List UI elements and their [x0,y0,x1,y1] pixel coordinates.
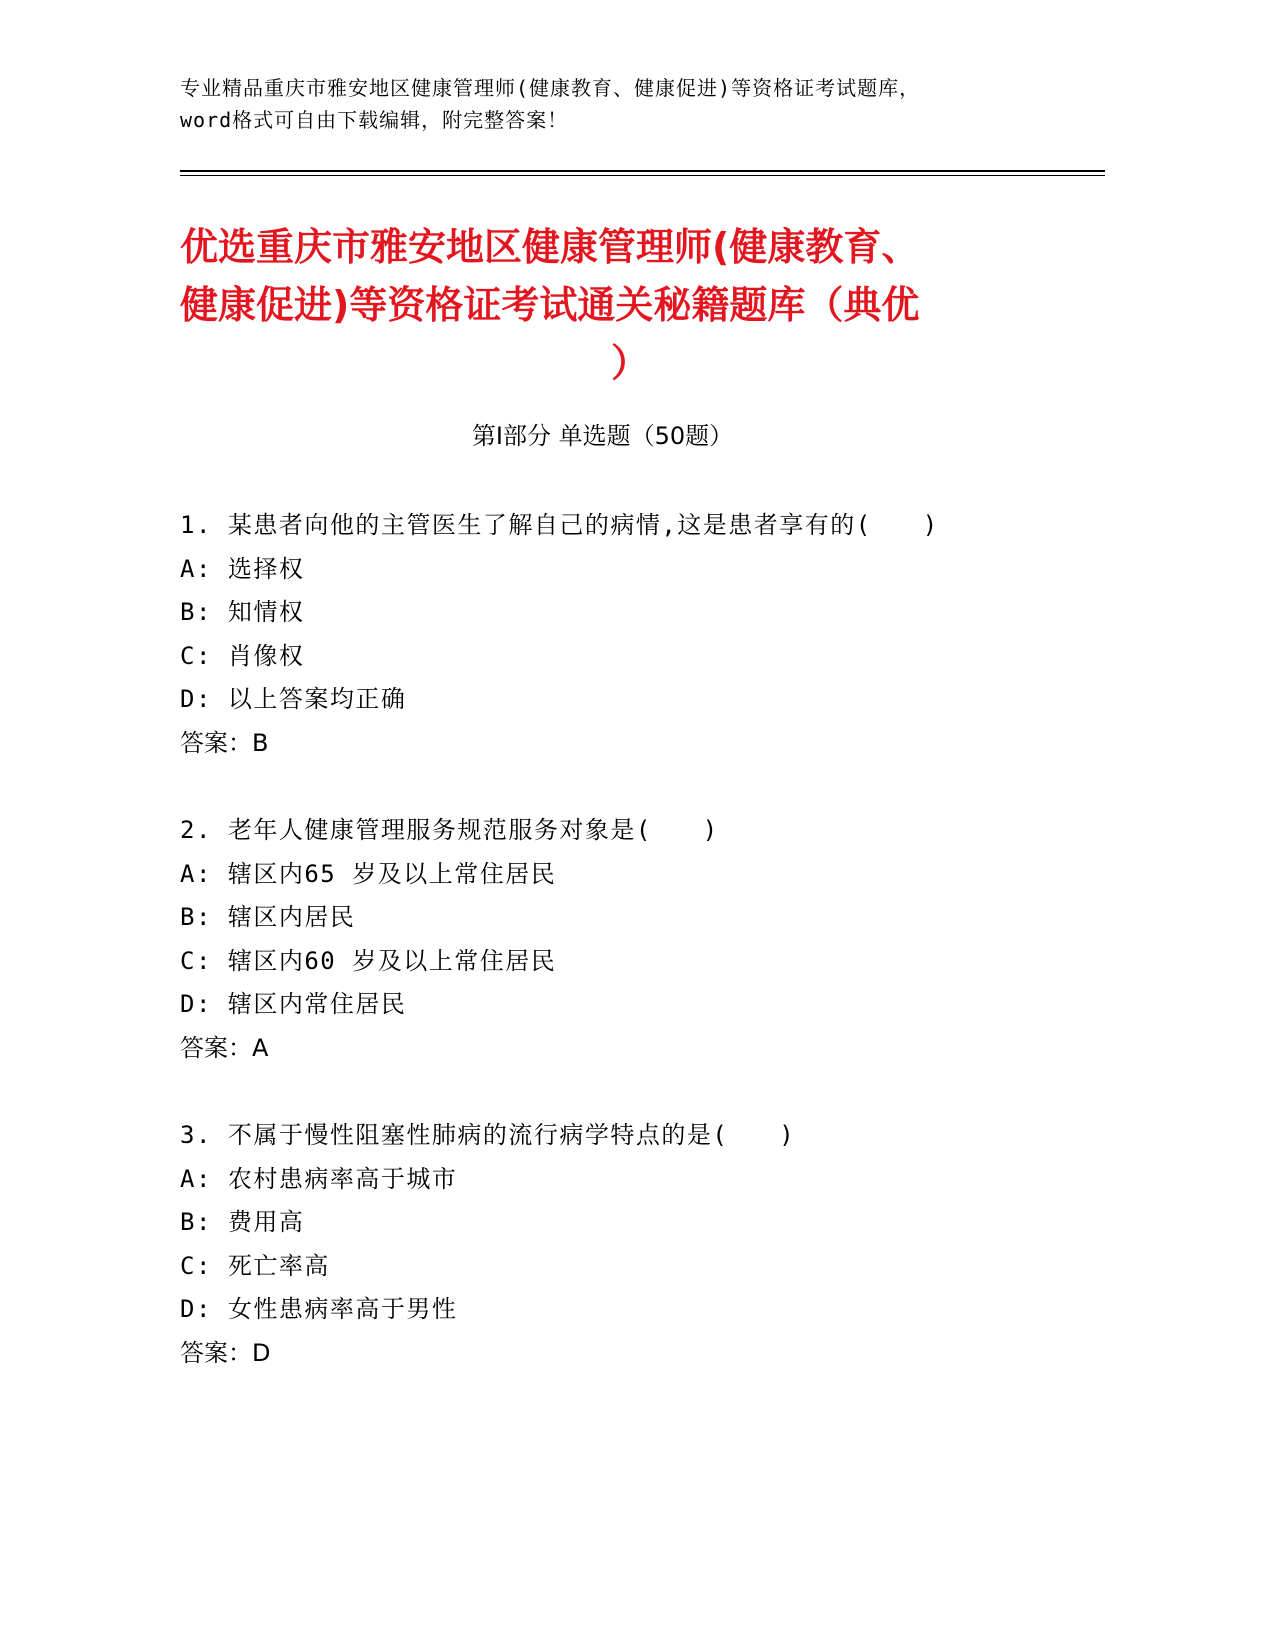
option-c: C: 死亡率高 [180,1251,330,1280]
option-d: D: 女性患病率高于男性 [180,1295,458,1323]
question-2 [180,809,1080,1070]
question-stem: 1. 某患者向他的主管医生了解自己的病情,这是患者享有的( ) [180,511,939,539]
question-1 [180,504,1080,765]
option-a: A: 农村患病率高于城市 [180,1164,458,1193]
question-stem: 3. 不属于慢性阻塞性肺病的流行病学特点的是( ) [180,1121,796,1149]
title-line-1: 优选重庆市雅安地区健康管理师(健康教育、 [180,225,920,269]
document-title [180,218,1080,392]
option-d: D: 辖区内常住居民 [180,990,407,1018]
header-divider-thick [180,170,1105,172]
question-3 [180,1114,1080,1375]
answer: 答案：D [180,1338,271,1367]
option-b: B: 辖区内居民 [180,903,356,931]
section-title: 第I部分 单选题（50题） [471,422,734,450]
title-line-2: 健康促进)等资格证考试通关秘籍题库（典优 [180,283,920,327]
question-list [180,504,1080,1419]
option-a: A: 选择权 [180,554,305,583]
answer: 答案：A [180,1033,269,1062]
option-c: C: 辖区内60 岁及以上常住居民 [180,946,557,975]
question-stem: 2. 老年人健康管理服务规范服务对象是( ) [180,816,719,844]
header-divider-thin [180,175,1105,176]
header-note [180,72,1120,136]
answer: 答案：B [180,728,269,757]
header-note-line-2: word格式可自由下载编辑，附完整答案！ [180,108,569,132]
option-a: A: 辖区内65 岁及以上常住居民 [180,859,557,888]
header-note-line-1: 专业精品重庆市雅安地区健康管理师(健康教育、健康促进)等资格证考试题库， [180,76,921,100]
title-line-3: ） [610,341,649,385]
option-b: B: 费用高 [180,1208,305,1236]
option-d: D: 以上答案均正确 [180,685,407,713]
option-c: C: 肖像权 [180,641,305,670]
option-b: B: 知情权 [180,598,305,626]
